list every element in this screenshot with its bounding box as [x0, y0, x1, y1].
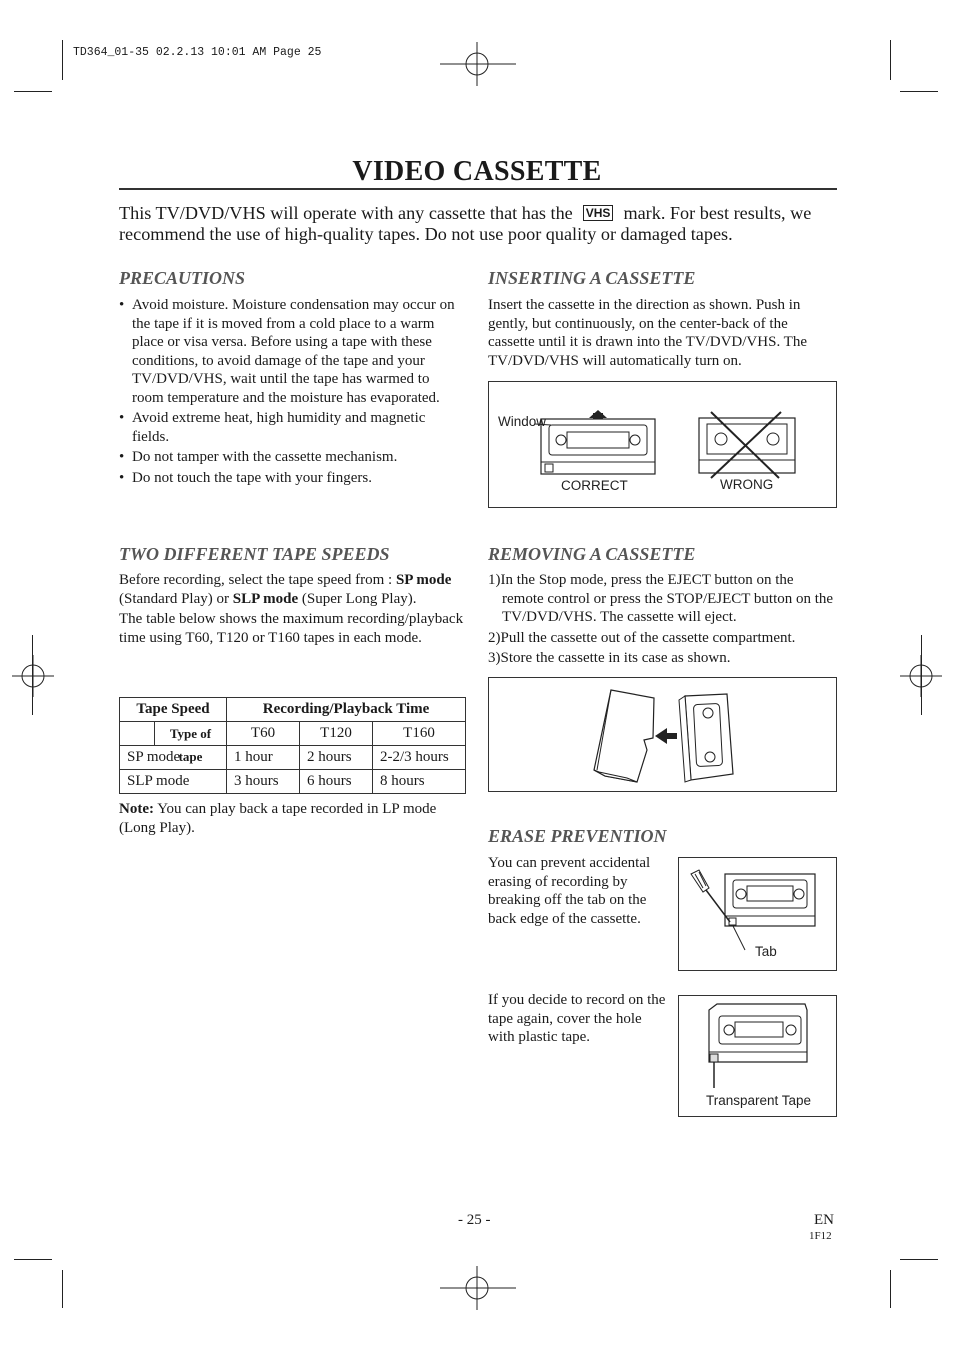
removing-illustration [488, 677, 837, 792]
crop-mark [890, 1270, 891, 1308]
table-cell: 6 hours [300, 770, 373, 794]
registration-target-icon [12, 655, 54, 697]
window-label: Window [498, 414, 547, 429]
table-cell: 3 hours [227, 770, 300, 794]
language-code: EN [814, 1212, 834, 1228]
table-col-t120: T120 [300, 722, 373, 746]
speeds-intro-paragraph [119, 571, 465, 608]
registration-target-icon [900, 655, 942, 697]
removing-steps [488, 571, 838, 670]
page-title: VIDEO CASSETTE [352, 156, 602, 187]
erase-heading: ERASE PREVENTION [488, 826, 667, 846]
inserting-text: Insert the cassette in the direction as shown. Push in gently, but continuously, on the center-back of the cassette until it is drawn into the TV/DVD/VHS. The TV/DVD/VHS will automatically turn on. [488, 297, 807, 369]
list-item: 2)Pull the cassette out of the cassette compartment. [488, 629, 796, 646]
page-number: - 25 - [458, 1212, 491, 1228]
note-label: Note: [119, 801, 154, 817]
transparent-tape-label: Transparent Tape [706, 1093, 812, 1108]
note-text: You can play back a tape recorded in LP mode (Long Play). [119, 801, 437, 836]
speeds-table-intro: The table below shows the maximum recording/playback time using T60, T120 or T160 tapes in each mode. [119, 611, 464, 646]
list-item: • Do not tamper with the cassette mechanism. [119, 448, 464, 467]
table-header-speed: Tape Speed [120, 698, 227, 722]
crop-mark [900, 91, 938, 92]
erase-text-2: If you decide to record on the tape again, cover the hole with plastic tape. [488, 992, 666, 1045]
speeds-heading: TWO DIFFERENT TAPE SPEEDS [119, 544, 390, 564]
registration-target-icon [440, 42, 516, 86]
speeds-note [119, 800, 465, 837]
crop-mark [14, 1259, 52, 1260]
table-col-t160: T160 [373, 722, 466, 746]
table-cell: 8 hours [373, 770, 466, 794]
crop-mark [14, 91, 52, 92]
correct-label: CORRECT [561, 478, 628, 493]
blank-cell [120, 722, 155, 745]
cassette-insert-icon [489, 382, 836, 507]
transparent-tape-illustration [678, 995, 837, 1117]
inserting-heading: INSERTING A CASSETTE [488, 268, 696, 288]
print-slug: TD364_01-35 02.2.13 10:01 AM Page 25 [73, 46, 322, 59]
table-cell: SLP mode [120, 770, 227, 794]
table-cell: 2 hours [300, 746, 373, 770]
speeds-text [119, 571, 465, 647]
cassette-case-icon [489, 678, 836, 791]
tape-speed-table [119, 697, 466, 794]
table-cell: SP mode [120, 746, 227, 770]
speeds-text-part: Before recording, select the tape speed from : [119, 572, 393, 588]
table-row [120, 746, 466, 770]
precautions-heading: PRECAUTIONS [119, 268, 246, 288]
list-item: 3)Store the cassette in its case as shown. [488, 650, 731, 666]
precautions-list [119, 296, 464, 489]
vhs-logo-icon: VHS [583, 205, 614, 221]
list-item: • Avoid extreme heat, high humidity and magnetic fields. [119, 409, 464, 446]
sp-mode-term: SP mode [395, 572, 452, 588]
speeds-text-part: (Standard Play) or [119, 590, 229, 607]
list-item: • Avoid moisture. Moisture condensation may occur on the tape if it is moved from a cold place to a warm place or visa versa. Before using a tape with these conditions, to avoid damage of the tape and your TV/DVD/VHS, wait until the tape has warmed to room temperature and the moisture has evaporated. [119, 296, 464, 407]
table-header-time: Recording/Playback Time [227, 698, 466, 722]
crop-mark [62, 40, 63, 80]
table-cell: 2-2/3 hours [373, 746, 466, 770]
table-header-type: Type of tape [169, 726, 212, 764]
removing-heading: REMOVING A CASSETTE [488, 544, 696, 564]
registration-target-icon [440, 1266, 516, 1310]
erase-tab-illustration [678, 857, 837, 971]
intro-text-start: This TV/DVD/VHS will operate with any cassette that has the [119, 203, 573, 223]
title-rule [119, 188, 837, 190]
erase-text-1: You can prevent accidental erasing of recording by breaking off the tab on the back edge of the cassette. [488, 855, 651, 927]
intro-paragraph [119, 203, 839, 245]
crop-mark [62, 1270, 63, 1308]
list-item: • Do not touch the tape with your fingers. [119, 469, 464, 488]
model-code: 1F12 [809, 1230, 832, 1242]
crop-mark [900, 1259, 938, 1260]
wrong-label: WRONG [720, 477, 774, 492]
inserting-illustration [488, 381, 837, 508]
table-col-t60: T60 [227, 722, 300, 746]
crop-mark [890, 40, 891, 80]
list-item: 1)In the Stop mode, press the EJECT button on the remote control or press the STOP/EJECT button on the TV/DVD/VHS. The cassette will eject. [488, 572, 834, 625]
slp-mode-term: SLP mode [232, 590, 299, 607]
intro-text-end: mark. For best results, we recommend the use of high-quality tapes. Do not use poor quality or damaged tapes. [119, 203, 812, 244]
speeds-text-part: (Super Long Play). [301, 590, 417, 607]
table-row [120, 770, 466, 794]
table-cell: 1 hour [227, 746, 300, 770]
tab-label: Tab [755, 944, 777, 959]
